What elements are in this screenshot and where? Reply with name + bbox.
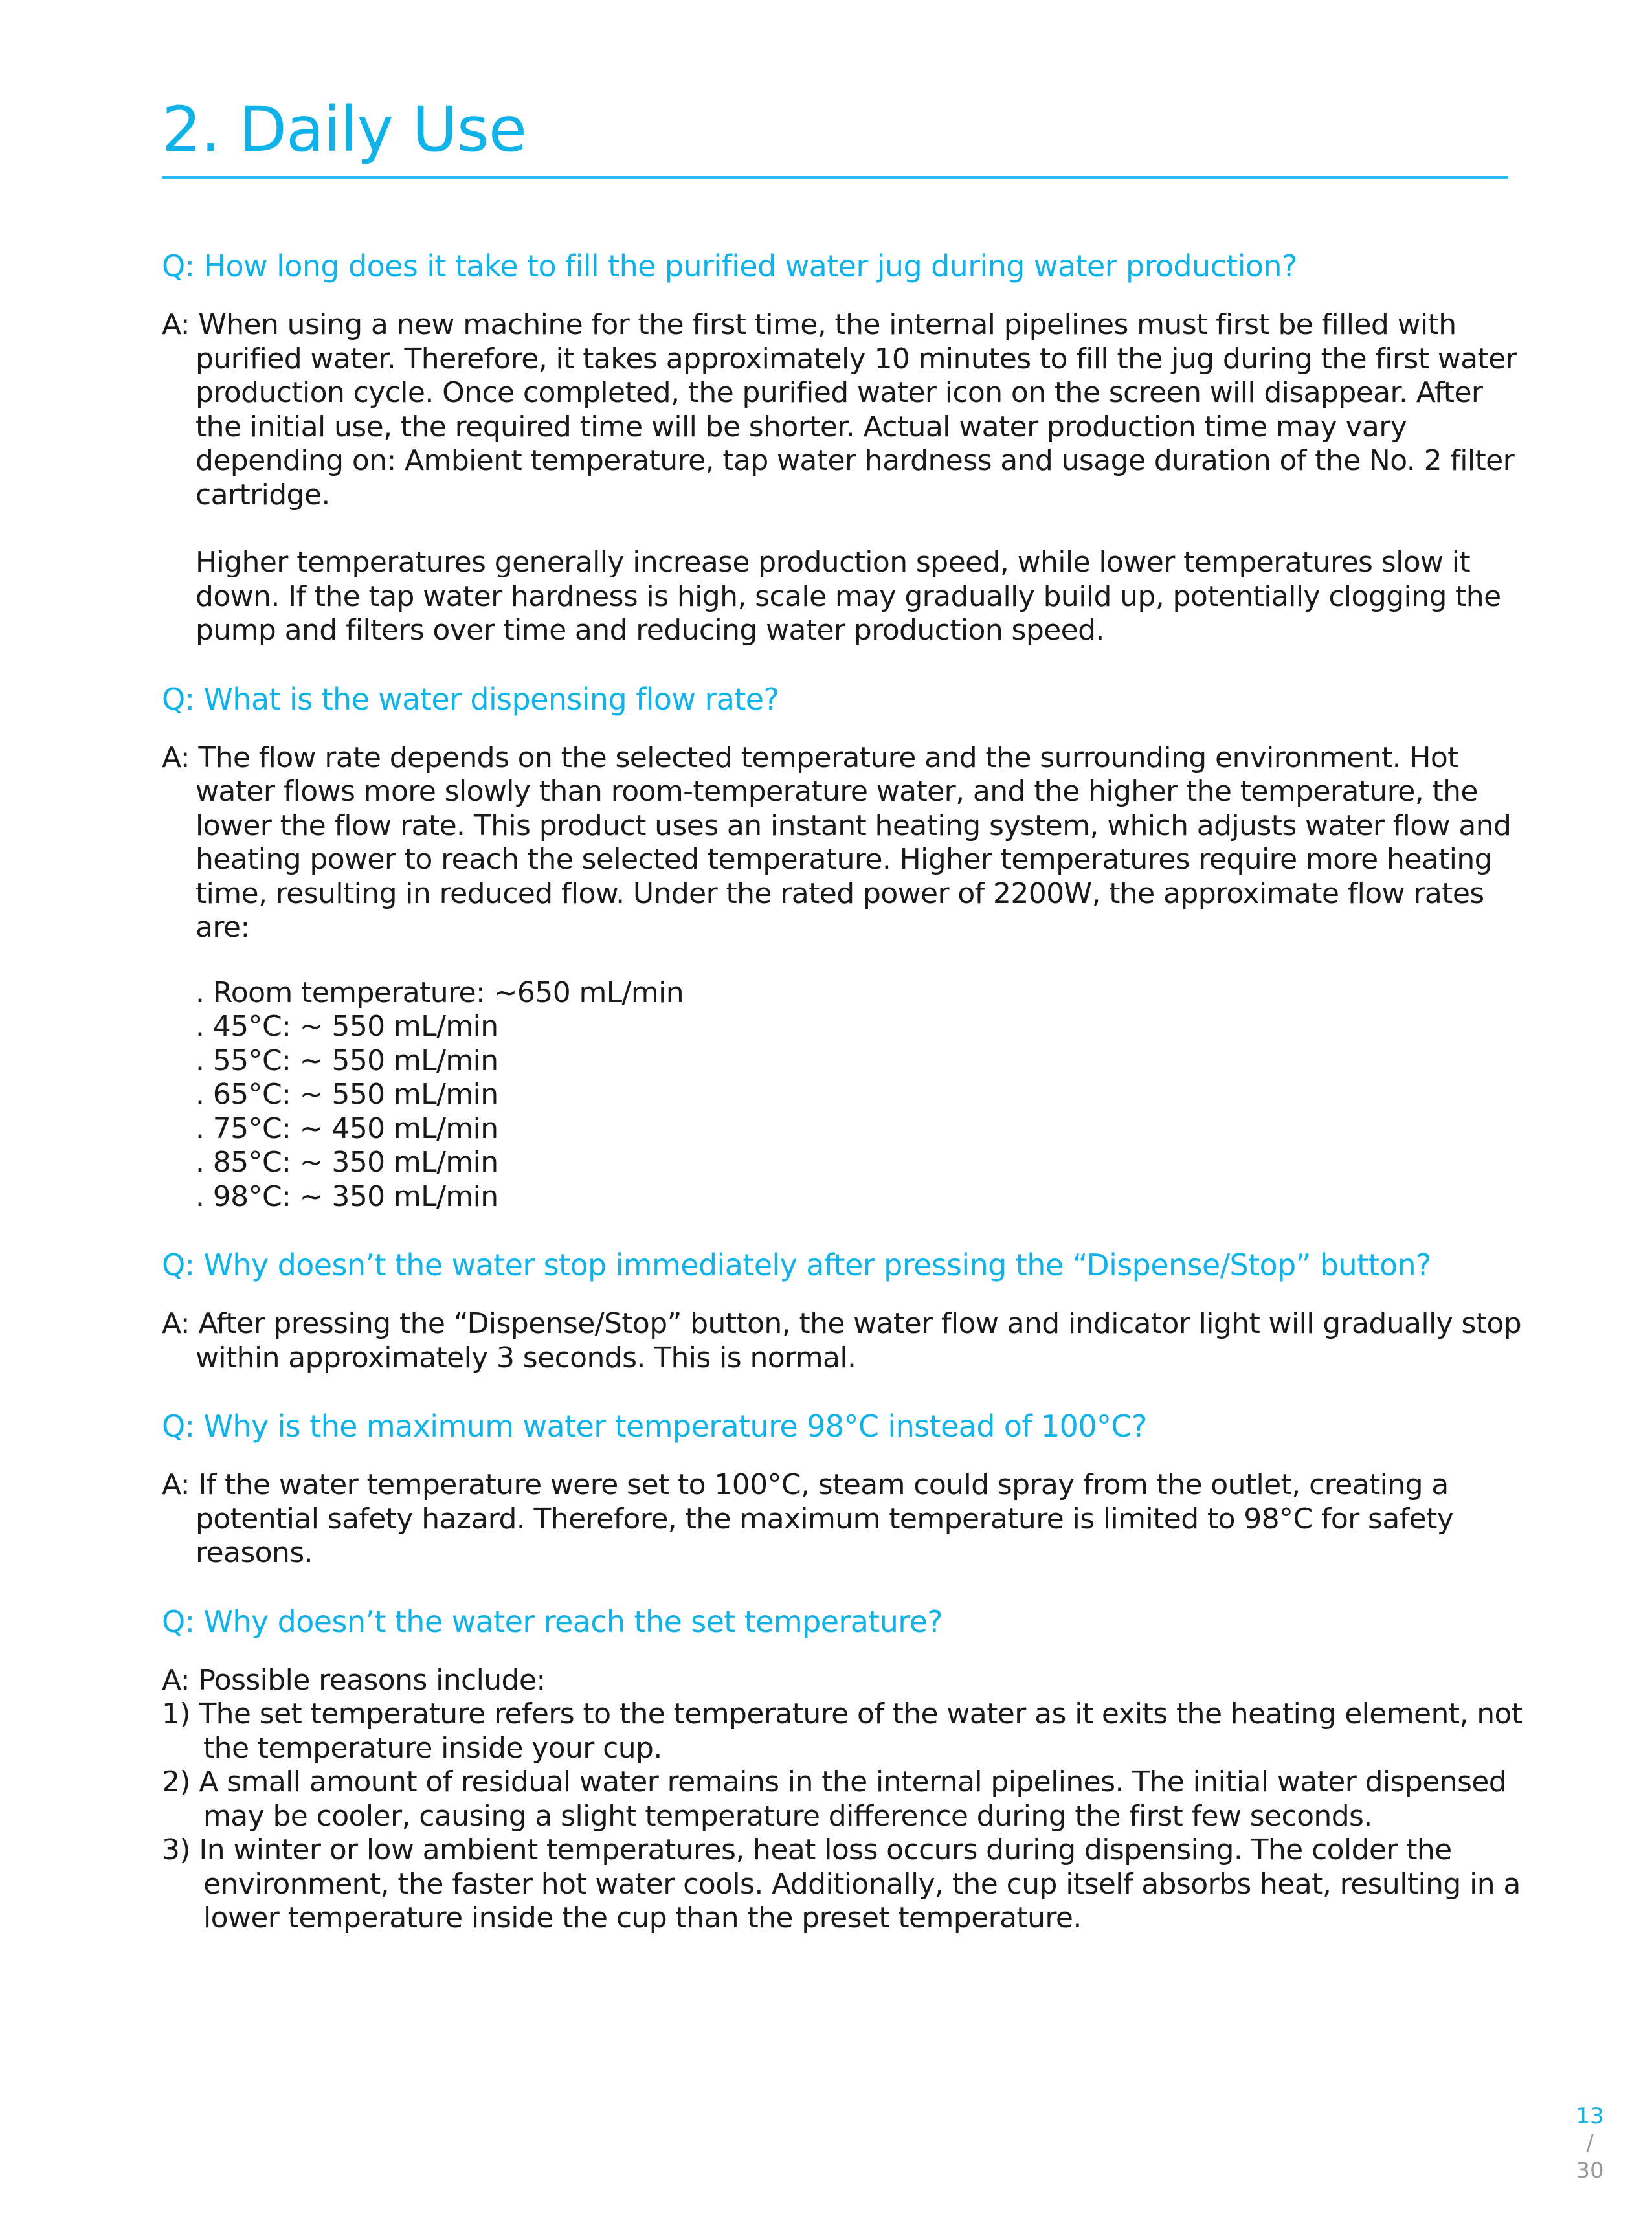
answer-paragraph: A: When using a new machine for the first time, the internal pipelines must first be filled with purified water. Therefore, it takes approximately 10 minutes to fill the jug during the first water production cycle. Once completed, the purified water icon on the screen will disappear. After the initial use, the required time will be shorter. Actual water production time may vary depending on: Ambient temperature, tap water hardness and usage duration of the No. 2 filter cartridge. [162, 308, 1517, 511]
faq-item-dispense-stop [162, 1245, 1534, 1375]
title-divider [162, 176, 1508, 179]
faq-answer [162, 1664, 1534, 1936]
answer-paragraph: A: The flow rate depends on the selected temperature and the surrounding environment. Hot water flows more slowly than room-temperature water, and the higher the temperature, the lower the flow rate. This product uses an instant heating system, which adjusts water flow and heating power to reach the selected temperature. Higher temperatures require more heating time, resulting in reduced flow. Under the rated power of 2200W, the approximate flow rates are: [162, 741, 1512, 944]
faq-item-max-temperature [162, 1406, 1534, 1571]
faq-answer [162, 1307, 1534, 1375]
faq-question: Q: What is the water dispensing flow rate? [162, 681, 779, 717]
answer-paragraph: A: Possible reasons include: [162, 1663, 546, 1697]
answer-paragraph: A: After pressing the “Dispense/Stop” button, the water flow and indicator light will gradually stop within approximately 3 seconds. This is normal. [162, 1307, 1522, 1374]
flow-rate-item: . 75°C: ~ 450 mL/min [195, 1112, 498, 1145]
faq-content [162, 246, 1534, 1967]
flow-rate-item: . 45°C: ~ 550 mL/min [195, 1010, 498, 1043]
reason-item: 1) The set temperature refers to the temperature of the water as it exits the heating element, not the temperature inside your cup. [162, 1697, 1523, 1765]
faq-question: Q: Why doesn’t the water reach the set temperature? [162, 1604, 943, 1639]
faq-answer [162, 308, 1534, 648]
faq-item-set-temperature [162, 1602, 1534, 1936]
faq-question: Q: Why doesn’t the water stop immediately after pressing the “Dispense/Stop” button? [162, 1247, 1431, 1282]
flow-rate-item: . 98°C: ~ 350 mL/min [195, 1180, 498, 1213]
reason-item: 2) A small amount of residual water remains in the internal pipelines. The initial water dispensed may be cooler, causing a slight temperature difference during the first few seconds. [162, 1765, 1507, 1833]
faq-question: Q: How long does it take to fill the purified water jug during water production? [162, 249, 1297, 284]
faq-item-fill-time [162, 246, 1534, 648]
flow-rate-item: . 55°C: ~ 550 mL/min [195, 1044, 498, 1077]
reason-item: 3) In winter or low ambient temperatures, heat loss occurs during dispensing. The colder the environment, the faster hot water cools. Additionally, the cup itself absorbs heat, resulting in a lower temperature inside the cup than the preset temperature. [162, 1833, 1521, 1934]
faq-question: Q: Why is the maximum water temperature 98°C instead of 100°C? [162, 1409, 1147, 1444]
faq-answer [162, 741, 1534, 1214]
answer-paragraph: Higher temperatures generally increase production speed, while lower temperatures slow it down. If the tap water hardness is high, scale may gradually build up, potentially clogging the pump and filters over time and reducing water production speed. [195, 546, 1501, 647]
faq-answer [162, 1468, 1534, 1571]
flow-rate-item: . 65°C: ~ 550 mL/min [195, 1078, 498, 1111]
page-separator: / [1586, 2130, 1594, 2156]
page-title: 2. Daily Use [162, 93, 526, 166]
faq-item-flow-rate [162, 679, 1534, 1214]
page-number [1570, 2103, 1609, 2184]
current-page: 13 [1576, 2103, 1604, 2129]
total-pages: 30 [1576, 2158, 1604, 2184]
flow-rate-item: . Room temperature: ~650 mL/min [195, 976, 684, 1009]
flow-rate-item: . 85°C: ~ 350 mL/min [195, 1146, 498, 1179]
answer-paragraph: A: If the water temperature were set to 100°C, steam could spray from the outlet, creating a potential safety hazard. Therefore, the maximum temperature is limited to 98°C for safety reasons. [162, 1468, 1454, 1569]
flow-rate-list [162, 976, 1534, 1214]
